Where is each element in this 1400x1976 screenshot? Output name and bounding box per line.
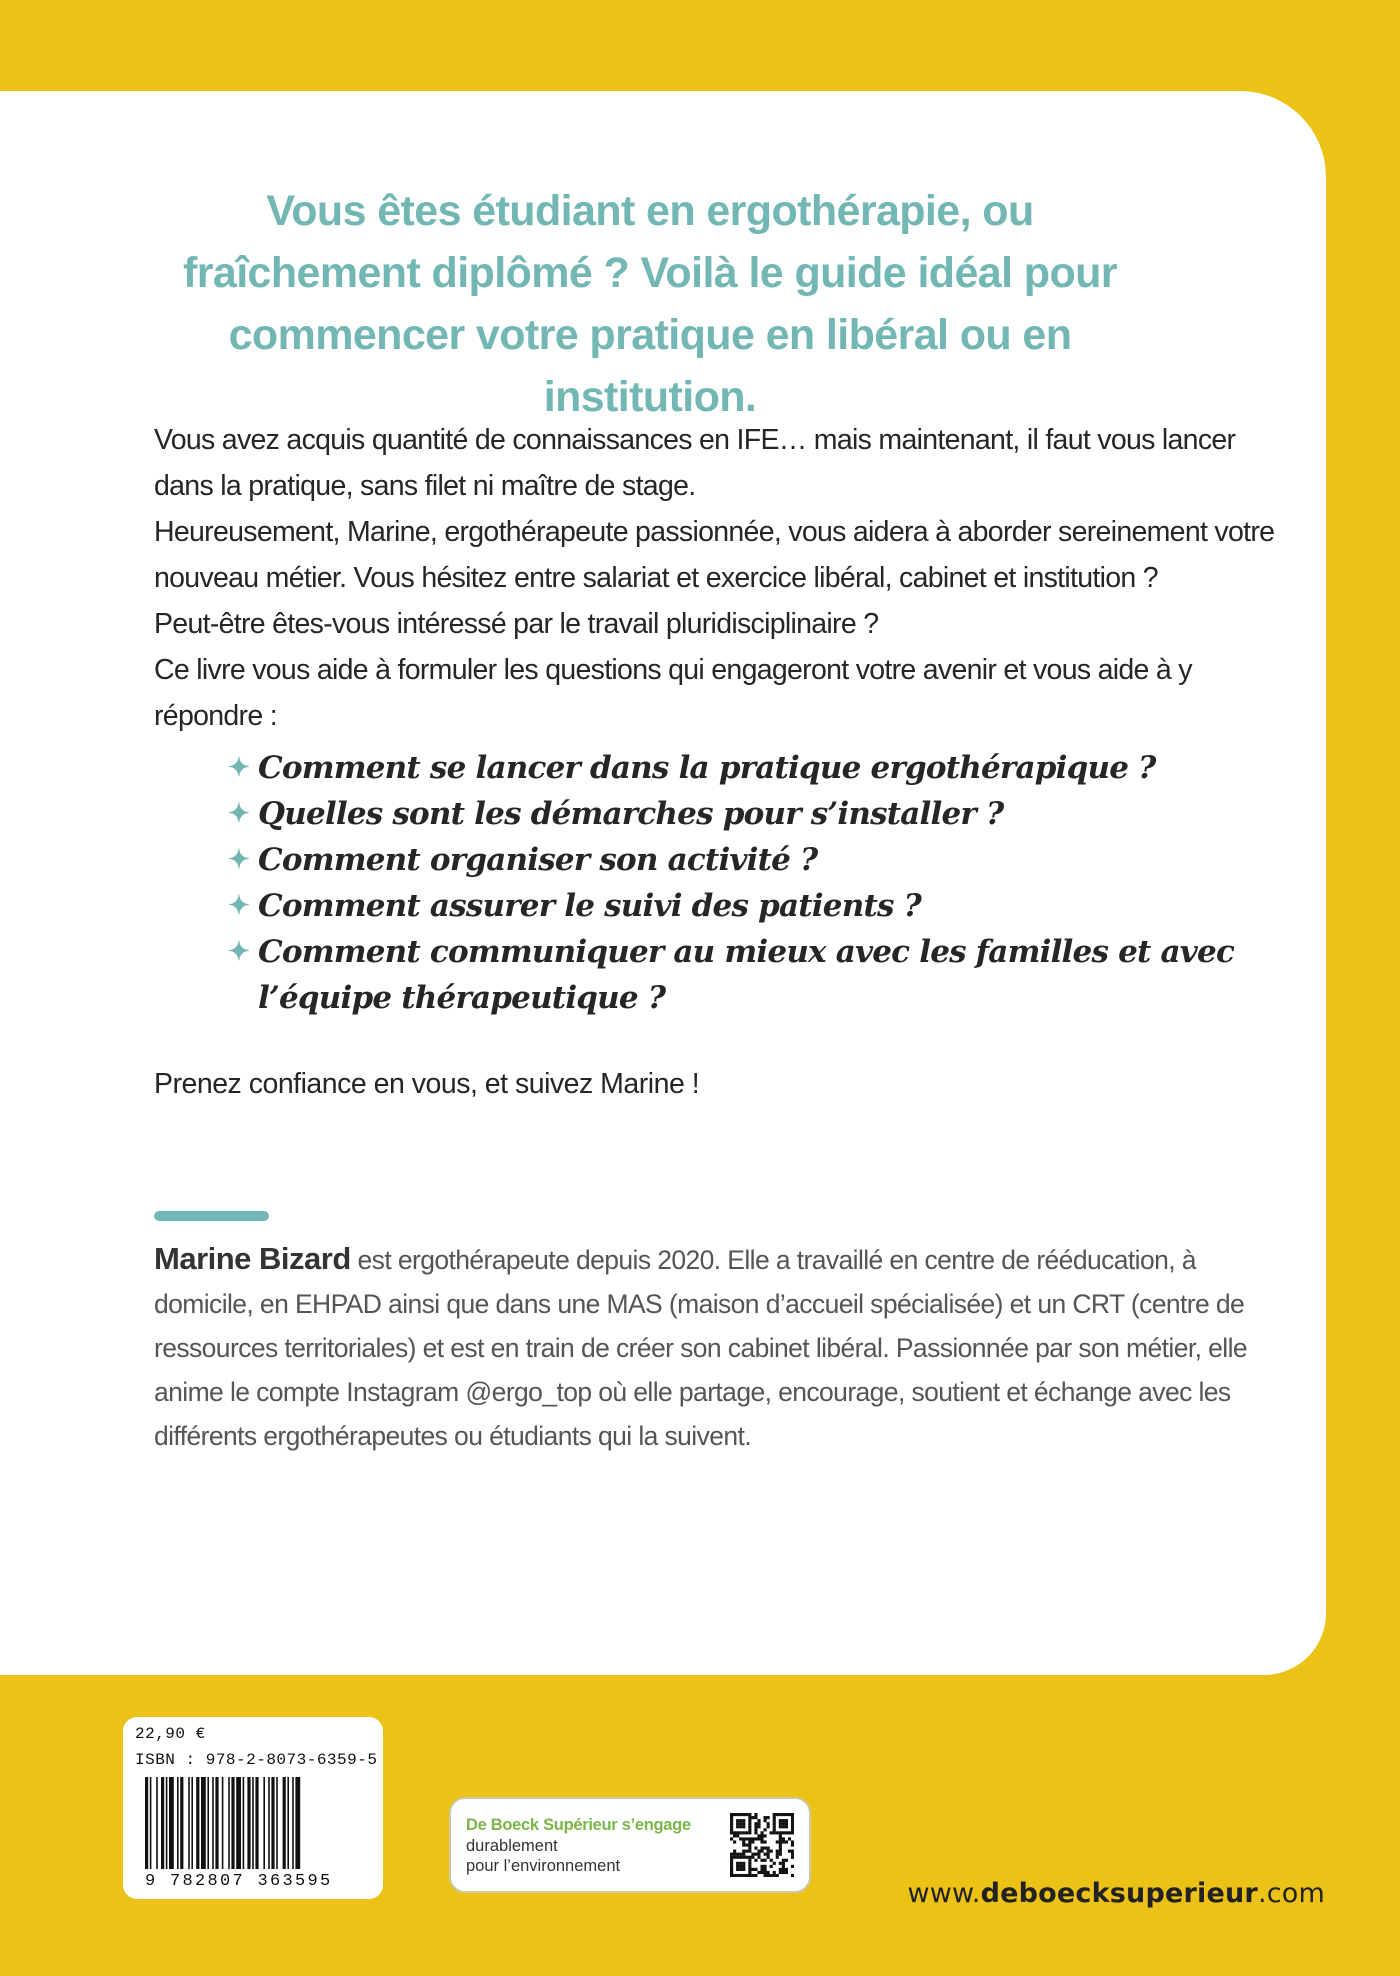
qr-module (782, 1813, 785, 1816)
qr-module (773, 1819, 776, 1822)
question-text: Comment assurer le suivi des patients ? (258, 888, 921, 924)
qr-module (764, 1819, 767, 1822)
qr-module (754, 1813, 757, 1816)
barcode-bar (180, 1777, 183, 1869)
qr-module (736, 1831, 739, 1834)
qr-module (736, 1825, 739, 1828)
qr-module (736, 1819, 739, 1822)
qr-module (782, 1819, 785, 1822)
qr-module (791, 1853, 794, 1856)
qr-module (776, 1850, 779, 1853)
qr-module (782, 1871, 785, 1874)
qr-module (767, 1847, 770, 1850)
qr-module (757, 1834, 760, 1837)
qr-module (788, 1813, 791, 1816)
qr-module (748, 1862, 751, 1865)
qr-module (757, 1856, 760, 1859)
qr-module (785, 1819, 788, 1822)
qr-module (779, 1862, 782, 1865)
qr-module (782, 1837, 785, 1840)
qr-module (754, 1822, 757, 1825)
qr-module (751, 1874, 754, 1877)
qr-module (733, 1856, 736, 1859)
qr-module (730, 1868, 733, 1871)
qr-module (730, 1819, 733, 1822)
barcode-bar (188, 1777, 190, 1869)
qr-module (764, 1859, 767, 1862)
qr-module (754, 1859, 757, 1862)
qr-module (733, 1850, 736, 1853)
eco-line-2: pour l’environnement (466, 1857, 621, 1875)
qr-module (730, 1859, 733, 1862)
qr-module (760, 1850, 763, 1853)
description-paragraph-4: Ce livre vous aide à formuler les questions qui engageront votre avenir et vous aide à y répondre : (154, 654, 1192, 732)
qr-module (782, 1840, 785, 1843)
qr-module (785, 1871, 788, 1874)
qr-module (791, 1850, 794, 1853)
qr-module (745, 1874, 748, 1877)
qr-module (745, 1831, 748, 1834)
qr-module (739, 1837, 742, 1840)
qr-module (785, 1840, 788, 1843)
qr-module (739, 1865, 742, 1868)
eco-title: De Boeck Supérieur s’engage (466, 1816, 691, 1834)
description-paragraph-1: Vous avez acquis quantité de connaissances en IFE… mais maintenant, il faut vous lancer dans la pratique, sans filet ni maître de stage. (154, 424, 1236, 502)
website-url (907, 1878, 1325, 1909)
qr-module (779, 1868, 782, 1871)
qr-module (757, 1822, 760, 1825)
question-item (228, 745, 1298, 791)
qr-module (730, 1828, 733, 1831)
qr-module (760, 1868, 763, 1871)
qr-module (773, 1831, 776, 1834)
barcode-bar (145, 1777, 148, 1869)
qr-module (770, 1850, 773, 1853)
qr-module (760, 1859, 763, 1862)
section-divider (154, 1211, 269, 1221)
qr-module (742, 1825, 745, 1828)
qr-module (748, 1825, 751, 1828)
qr-module (730, 1837, 733, 1840)
qr-module (751, 1868, 754, 1871)
qr-module (791, 1816, 794, 1819)
barcode-bar (191, 1777, 193, 1869)
barcode-bar (212, 1777, 214, 1869)
qr-module (785, 1822, 788, 1825)
qr-module (751, 1856, 754, 1859)
qr-module (791, 1831, 794, 1834)
qr-module (739, 1868, 742, 1871)
qr-module (754, 1828, 757, 1831)
url-prefix: www. (907, 1878, 981, 1909)
barcode-bar (169, 1777, 174, 1869)
qr-module (773, 1871, 776, 1874)
question-item (228, 929, 1298, 1021)
qr-module (785, 1859, 788, 1862)
qr-module (779, 1850, 782, 1853)
qr-module (776, 1856, 779, 1859)
qr-module (733, 1840, 736, 1843)
qr-module (785, 1813, 788, 1816)
qr-module (748, 1856, 751, 1859)
qr-module (748, 1847, 751, 1850)
qr-module (779, 1853, 782, 1856)
qr-module (767, 1856, 770, 1859)
barcode-icon (137, 1777, 369, 1873)
star-bullet-icon: ✦ (228, 891, 249, 921)
qr-module (760, 1831, 763, 1834)
qr-module (779, 1825, 782, 1828)
qr-module (791, 1840, 794, 1843)
qr-module (773, 1828, 776, 1831)
qr-module (733, 1831, 736, 1834)
qr-module (779, 1840, 782, 1843)
qr-module (739, 1856, 742, 1859)
qr-module (764, 1828, 767, 1831)
qr-module (773, 1822, 776, 1825)
qr-module (791, 1865, 794, 1868)
qr-module (730, 1813, 733, 1816)
qr-module (751, 1840, 754, 1843)
qr-module (733, 1834, 736, 1837)
qr-module (736, 1822, 739, 1825)
url-suffix: .com (1257, 1878, 1325, 1909)
barcode-bar (215, 1777, 218, 1869)
barcode-bar (255, 1777, 258, 1869)
qr-module (767, 1822, 770, 1825)
author-bio-text: est ergothérapeute depuis 2020. Elle a travaillé en centre de rééducation, à domicile, en EHPAD ainsi que dans une MAS (maison d’accueil spécialisée) et un CRT (centre de ressources territoriales) et est en train de créer son cabinet libéral. Passionnée par son métier, elle anime le compte Instagram @ergo_top où elle partage, encourage, soutient et échange avec les différents ergothérapeutes ou étudiants qui la suivent. (154, 1245, 1247, 1451)
price: 22,90 € (135, 1725, 206, 1743)
qr-module (764, 1871, 767, 1874)
qr-module (739, 1831, 742, 1834)
qr-module (730, 1825, 733, 1828)
qr-module (764, 1853, 767, 1856)
barcode-bar (243, 1777, 245, 1869)
question-item (228, 837, 1298, 883)
qr-module (748, 1868, 751, 1871)
qr-module (779, 1831, 782, 1834)
question-text: Quelles sont les démarches pour s’installer ? (258, 796, 1004, 832)
qr-module (730, 1862, 733, 1865)
qr-module (773, 1862, 776, 1865)
qr-module (739, 1813, 742, 1816)
star-bullet-icon: ✦ (228, 845, 249, 875)
qr-module (748, 1819, 751, 1822)
qr-module (785, 1831, 788, 1834)
qr-module (764, 1874, 767, 1877)
barcode-bar (295, 1777, 300, 1869)
barcode-bar (201, 1777, 206, 1869)
qr-module (730, 1816, 733, 1819)
qr-module (745, 1813, 748, 1816)
qr-module (742, 1837, 745, 1840)
barcode-bar (222, 1777, 224, 1869)
eco-badge (449, 1797, 811, 1893)
qr-module (757, 1853, 760, 1856)
qr-module (770, 1874, 773, 1877)
qr-module (748, 1837, 751, 1840)
qr-module (770, 1859, 773, 1862)
qr-module (760, 1847, 763, 1850)
isbn: ISBN : 978-2-8073-6359-5 (135, 1751, 378, 1769)
qr-module (739, 1862, 742, 1865)
qr-module (760, 1834, 763, 1837)
qr-module (760, 1865, 763, 1868)
barcode-bar (161, 1777, 164, 1869)
qr-module (760, 1837, 763, 1840)
qr-module (776, 1831, 779, 1834)
qr-module (767, 1816, 770, 1819)
qr-module (764, 1868, 767, 1871)
qr-module (767, 1850, 770, 1853)
qr-module (751, 1816, 754, 1819)
qr-module (739, 1825, 742, 1828)
qr-module (745, 1843, 748, 1846)
barcode-bar (196, 1777, 199, 1869)
barcode-bar (292, 1777, 294, 1869)
qr-module (764, 1847, 767, 1850)
qr-module (742, 1819, 745, 1822)
qr-module (773, 1874, 776, 1877)
qr-module (748, 1865, 751, 1868)
question-text: Comment communiquer au mieux avec les familles et avec l’équipe thérapeutique ? (258, 934, 1235, 1016)
barcode-bar (247, 1777, 250, 1869)
qr-module (791, 1813, 794, 1816)
qr-module (757, 1837, 760, 1840)
author-name: Marine Bizard (154, 1241, 351, 1276)
qr-module (779, 1819, 782, 1822)
qr-module (733, 1874, 736, 1877)
qr-module (730, 1865, 733, 1868)
qr-module (754, 1825, 757, 1828)
qr-module (757, 1871, 760, 1874)
qr-module (773, 1825, 776, 1828)
barcode-bar (177, 1777, 179, 1869)
qr-module (739, 1853, 742, 1856)
question-text: Comment organiser son activité ? (258, 842, 818, 878)
qr-module (742, 1853, 745, 1856)
qr-module (760, 1840, 763, 1843)
qr-module (748, 1816, 751, 1819)
qr-module (748, 1813, 751, 1816)
qr-module (764, 1816, 767, 1819)
qr-module (754, 1853, 757, 1856)
qr-module (776, 1840, 779, 1843)
qr-module (754, 1816, 757, 1819)
qr-module (739, 1819, 742, 1822)
question-item (228, 883, 1298, 929)
qr-module (730, 1874, 733, 1877)
description (154, 417, 1284, 739)
barcode-bar (236, 1777, 241, 1869)
qr-module (736, 1834, 739, 1837)
qr-module (754, 1831, 757, 1834)
qr-module (748, 1850, 751, 1853)
qr-module (767, 1825, 770, 1828)
barcode-bar (156, 1777, 158, 1869)
qr-module (770, 1865, 773, 1868)
qr-module (779, 1871, 782, 1874)
qr-module (757, 1825, 760, 1828)
qr-module (736, 1874, 739, 1877)
qr-module (736, 1853, 739, 1856)
qr-module (782, 1831, 785, 1834)
star-bullet-icon: ✦ (228, 937, 249, 967)
qr-module (791, 1843, 794, 1846)
qr-module (754, 1874, 757, 1877)
barcode-panel (123, 1717, 383, 1899)
barcode-bar (166, 1777, 168, 1869)
qr-module (791, 1825, 794, 1828)
qr-module (764, 1834, 767, 1837)
qr-module (757, 1850, 760, 1853)
qr-module (745, 1837, 748, 1840)
barcode-bar (207, 1777, 209, 1869)
qr-module (745, 1856, 748, 1859)
qr-module (779, 1822, 782, 1825)
qr-module (757, 1819, 760, 1822)
qr-module (773, 1816, 776, 1819)
qr-module (779, 1834, 782, 1837)
qr-module (782, 1859, 785, 1862)
author-bio (154, 1237, 1284, 1458)
qr-module (791, 1856, 794, 1859)
qr-module (730, 1871, 733, 1874)
qr-module (776, 1874, 779, 1877)
qr-module (776, 1813, 779, 1816)
qr-module (760, 1871, 763, 1874)
qr-module (742, 1850, 745, 1853)
qr-module (751, 1853, 754, 1856)
eco-line-1: durablement (466, 1837, 558, 1855)
qr-module (788, 1850, 791, 1853)
qr-module (748, 1843, 751, 1846)
qr-module (779, 1843, 782, 1846)
qr-module (748, 1874, 751, 1877)
qr-module (764, 1865, 767, 1868)
qr-module (791, 1874, 794, 1877)
qr-module (742, 1862, 745, 1865)
barcode-bar (150, 1777, 152, 1869)
qr-module (748, 1840, 751, 1843)
qr-module (748, 1828, 751, 1831)
qr-module (782, 1865, 785, 1868)
qr-module (791, 1828, 794, 1831)
qr-module (733, 1813, 736, 1816)
qr-module (748, 1871, 751, 1874)
qr-module (785, 1825, 788, 1828)
qr-module (736, 1813, 739, 1816)
barcode-bar (268, 1777, 270, 1869)
qr-module (748, 1831, 751, 1834)
headline: Vous êtes étudiant en ergothérapie, ou fraîchement diplômé ? Voilà le guide idéal pour commencer votre pratique en libéral ou en institution. (183, 187, 1117, 421)
qr-module (767, 1871, 770, 1874)
qr-module (742, 1865, 745, 1868)
qr-module (748, 1822, 751, 1825)
qr-module (779, 1837, 782, 1840)
qr-module (779, 1847, 782, 1850)
qr-module (736, 1865, 739, 1868)
qr-module (745, 1850, 748, 1853)
barcode-bar (271, 1777, 274, 1869)
barcode-bar (287, 1777, 289, 1869)
description-paragraph-3: Peut-être êtes-vous intéressé par le travail pluridisciplinaire ? (154, 608, 879, 640)
qr-module (742, 1831, 745, 1834)
qr-module (791, 1822, 794, 1825)
qr-module (785, 1868, 788, 1871)
qr-module (779, 1813, 782, 1816)
barcode-bar (276, 1777, 278, 1869)
qr-module (754, 1868, 757, 1871)
qr-module (764, 1840, 767, 1843)
qr-module (782, 1822, 785, 1825)
qr-module (754, 1837, 757, 1840)
qr-module (739, 1822, 742, 1825)
qr-module (742, 1822, 745, 1825)
ean-number: 9 782807 363595 (145, 1872, 333, 1891)
qr-module (776, 1853, 779, 1856)
qr-module (751, 1837, 754, 1840)
qr-module (742, 1856, 745, 1859)
star-bullet-icon: ✦ (228, 753, 249, 783)
qr-module (770, 1831, 773, 1834)
qr-module (788, 1831, 791, 1834)
qr-module (736, 1856, 739, 1859)
star-bullet-icon: ✦ (228, 799, 249, 829)
qr-module (742, 1840, 745, 1843)
qr-code-icon (730, 1813, 794, 1877)
closing-line: Prenez confiance en vous, et suivez Marine ! (154, 1068, 700, 1100)
barcode-bar (231, 1777, 234, 1869)
qr-module (788, 1837, 791, 1840)
qr-module (767, 1853, 770, 1856)
question-list (228, 745, 1298, 1021)
qr-module (782, 1825, 785, 1828)
qr-module (748, 1859, 751, 1862)
qr-module (730, 1856, 733, 1859)
qr-module (742, 1874, 745, 1877)
url-brand: deboecksuperieur (980, 1878, 1258, 1909)
qr-module (782, 1862, 785, 1865)
qr-module (736, 1862, 739, 1865)
qr-module (767, 1874, 770, 1877)
barcode-bar (283, 1777, 286, 1869)
barcode-bar (228, 1777, 230, 1869)
qr-module (782, 1868, 785, 1871)
barcode-bar (252, 1777, 254, 1869)
question-item (228, 791, 1298, 837)
qr-module (754, 1847, 757, 1850)
qr-module (730, 1853, 733, 1856)
qr-module (739, 1874, 742, 1877)
qr-module (791, 1819, 794, 1822)
qr-module (730, 1822, 733, 1825)
qr-module (733, 1853, 736, 1856)
qr-module (730, 1831, 733, 1834)
barcode-bar (263, 1777, 265, 1869)
qr-module (742, 1843, 745, 1846)
qr-module (742, 1813, 745, 1816)
qr-module (742, 1868, 745, 1871)
description-paragraph-2: Heureusement, Marine, ergothérapeute passionnée, vous aidera à aborder sereinement votre nouveau métier. Vous hésitez entre salariat et exercice libéral, cabinet et institution ? (154, 516, 1275, 594)
qr-module (773, 1813, 776, 1816)
qr-module (736, 1868, 739, 1871)
question-text: Comment se lancer dans la pratique ergothérapique ? (258, 750, 1156, 786)
